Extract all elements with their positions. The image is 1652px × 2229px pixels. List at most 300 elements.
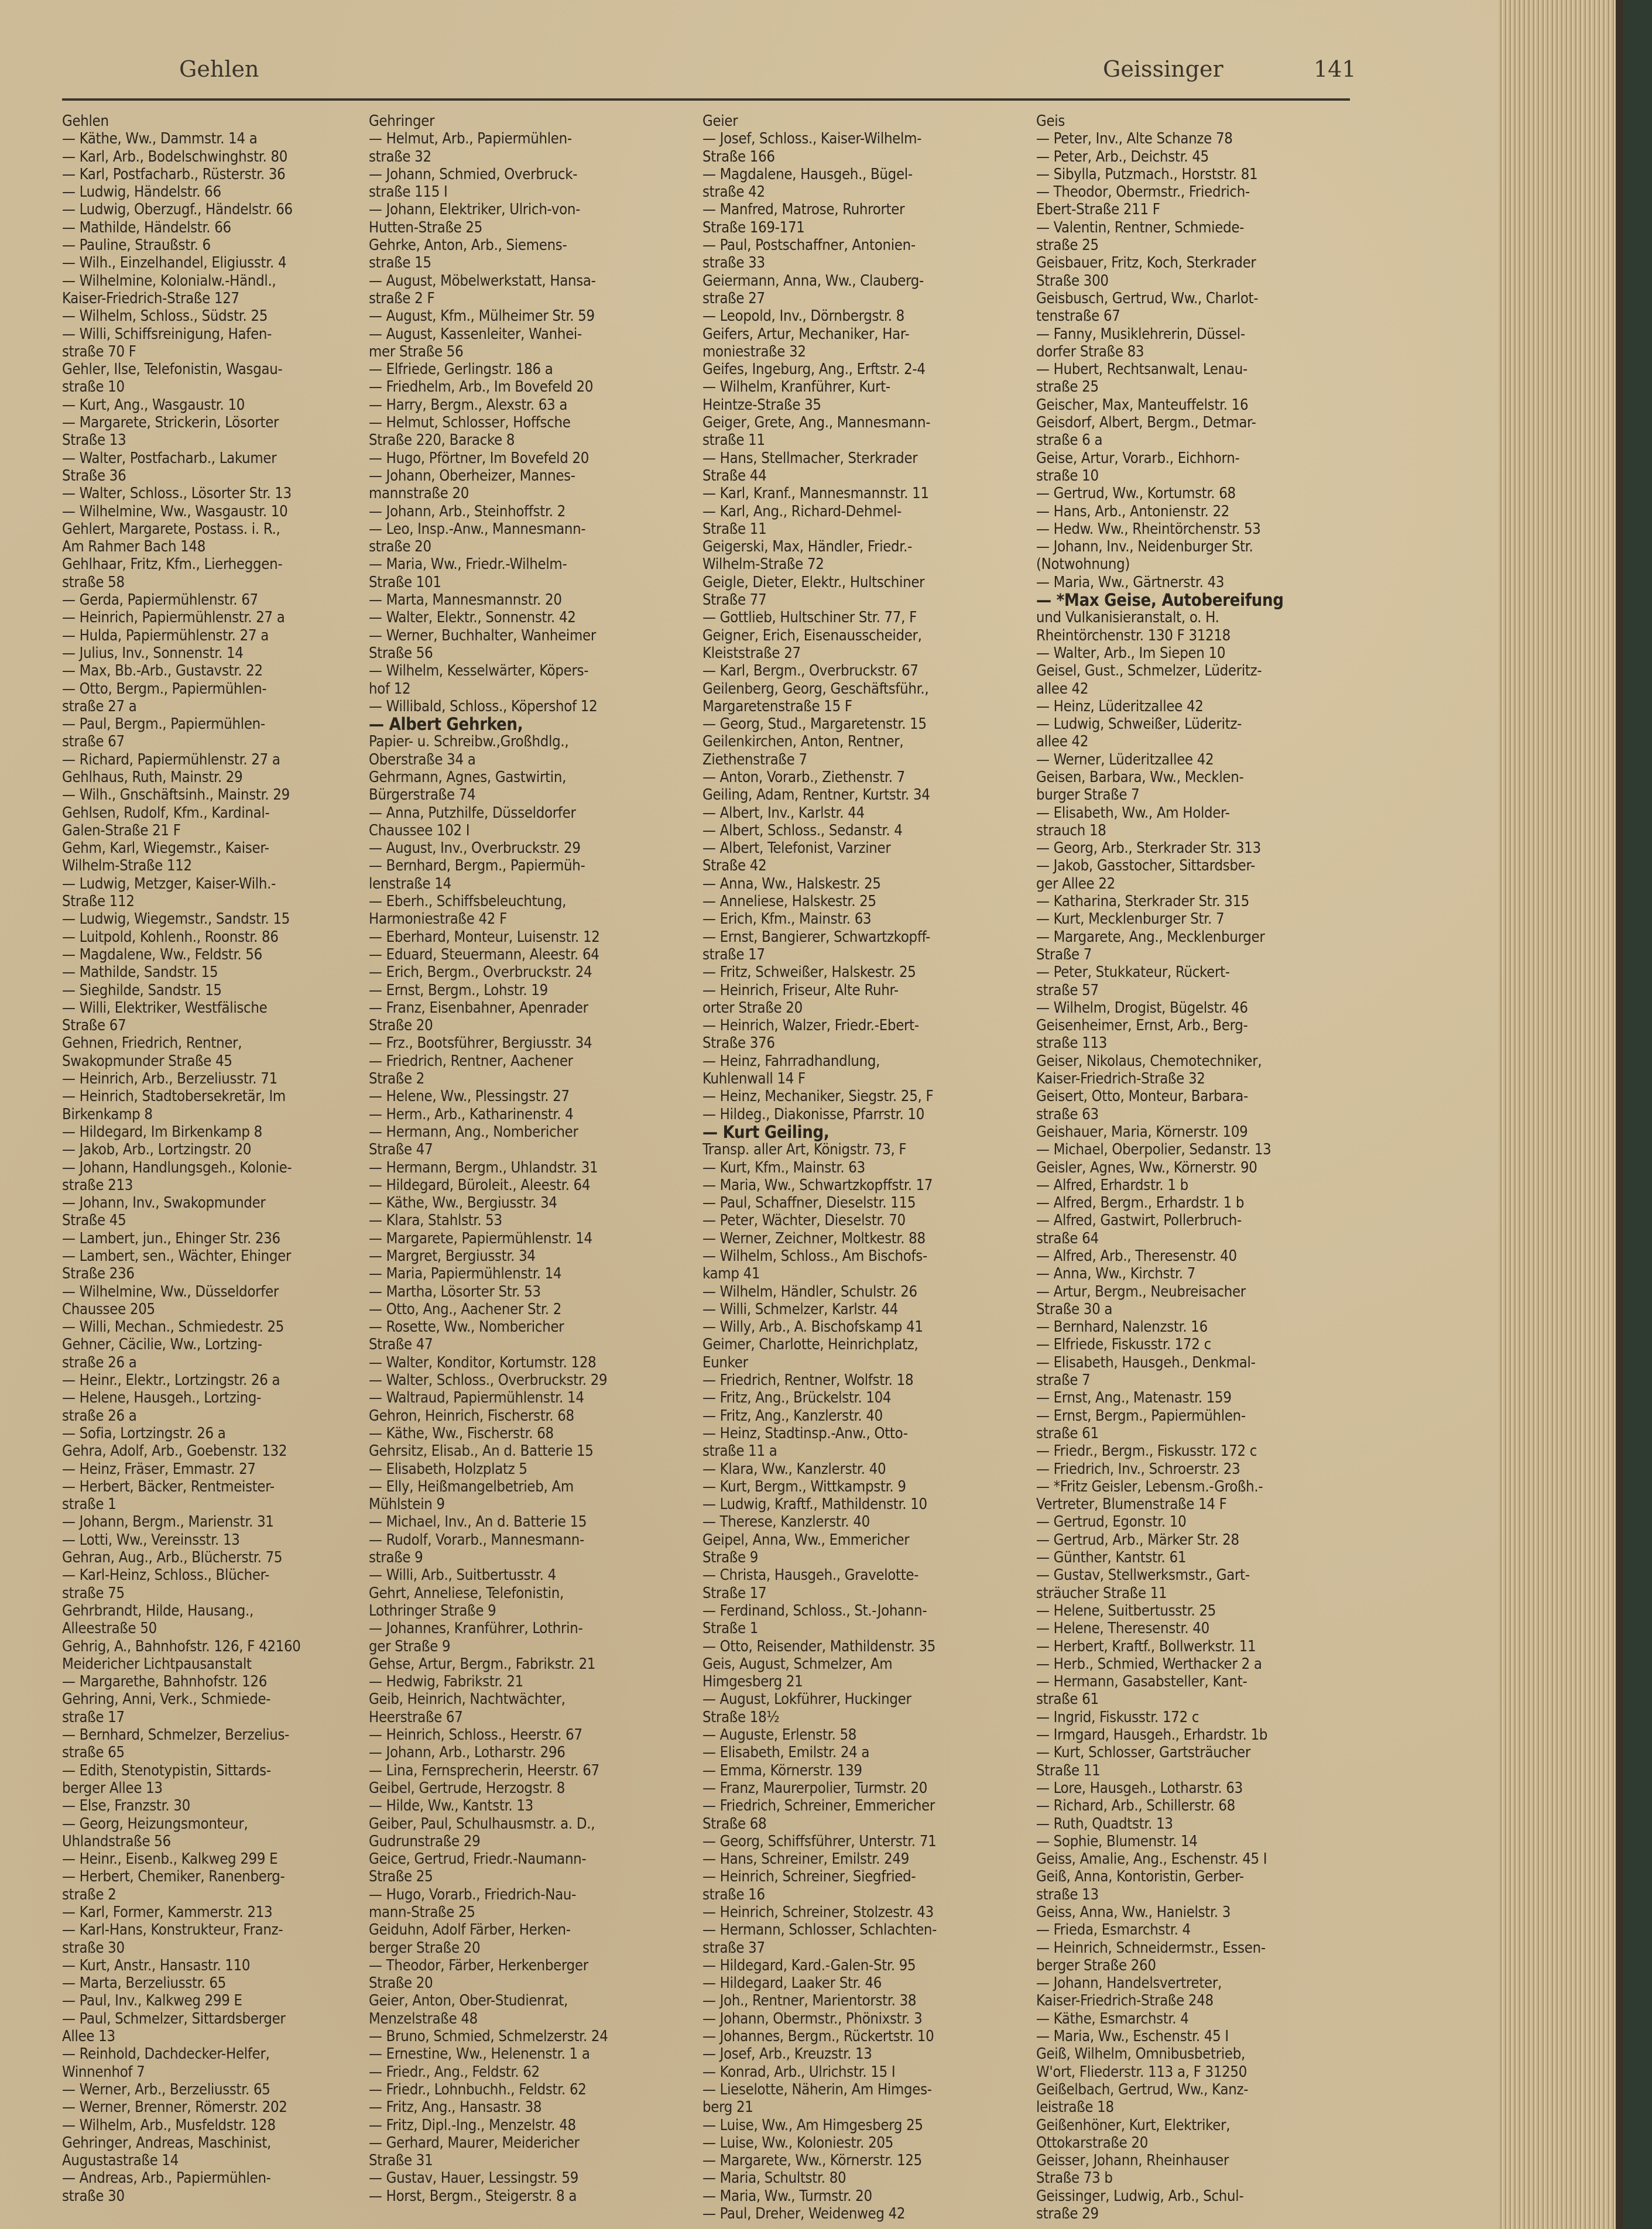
directory-entry-line: Oberstraße 34 a <box>369 750 476 769</box>
directory-entry-line: — Kurt, Mecklenburger Str. 7 <box>1036 910 1225 928</box>
directory-entry-line: — Karl, Postfacharb., Rüsterstr. 36 <box>62 165 286 183</box>
directory-entry-line: — Johann, Inv., Neidenburger Str. <box>1036 538 1253 556</box>
directory-entry-line: Geiser, Nikolaus, Chemotechniker, <box>1036 1052 1262 1070</box>
directory-entry-line: Gehrmann, Agnes, Gastwirtin, <box>369 768 567 786</box>
directory-entry-line: hof 12 <box>369 680 411 698</box>
directory-entry-line: — Ernst, Bangierer, Schwartzkopff- <box>702 928 930 946</box>
directory-entry-line: — Katharina, Sterkrader Str. 315 <box>1036 893 1250 911</box>
directory-entry-line: Kaiser-Friedrich-Straße 248 <box>1036 1992 1214 2010</box>
directory-entry-line: Gehring, Anni, Verk., Schmiede- <box>62 1690 271 1709</box>
directory-entry-line: — Paul, Bergm., Papiermühlen- <box>62 715 265 733</box>
directory-entry-line: Harmoniestraße 42 F <box>369 910 507 928</box>
directory-entry-line: — Bernhard, Schmelzer, Berzelius- <box>62 1726 290 1744</box>
directory-entry-line: Hutten-Straße 25 <box>369 218 483 236</box>
directory-entry-line: — *Max Geise, Autobereifung <box>1036 590 1284 611</box>
directory-entry-line: straße 20 <box>369 538 431 556</box>
directory-entry-line: — Heinz, Lüderitzallee 42 <box>1036 697 1204 715</box>
directory-entry-line: — Pauline, Straußstr. 6 <box>62 236 211 255</box>
directory-entry-line: — Willi, Arb., Suitbertusstr. 4 <box>369 1566 556 1585</box>
directory-entry-line: Straße 2 <box>369 1070 425 1088</box>
directory-entry-line: — Johann, Arb., Steinhoffstr. 2 <box>369 502 566 520</box>
directory-entry-line: — Johann, Arb., Lotharstr. 296 <box>369 1744 565 1762</box>
directory-entry-line: — Emma, Körnerstr. 139 <box>702 1761 862 1779</box>
directory-entry-line: — Luise, Ww., Am Himgesberg 25 <box>702 2116 923 2134</box>
page-number: 141 <box>1314 56 1356 82</box>
directory-entry-line: — Heinrich, Papiermühlenstr. 27 a <box>62 609 285 627</box>
directory-entry-line: Straße 1 <box>702 1620 759 1638</box>
directory-entry-line: Kaiser-Friedrich-Straße 127 <box>62 289 239 307</box>
directory-entry-line: Gehnen, Friedrich, Rentner, <box>62 1034 242 1052</box>
directory-entry-line: Geiduhn, Adolf Färber, Herken- <box>369 1921 571 1939</box>
directory-entry-line: Ottokarstraße 20 <box>1036 2134 1149 2152</box>
directory-entry-line: — Hugo, Pförtner, Im Bovefeld 20 <box>369 449 589 467</box>
directory-entry-line: — Anna, Ww., Kirchstr. 7 <box>1036 1265 1196 1283</box>
directory-entry-line: Geishauer, Maria, Körnerstr. 109 <box>1036 1123 1248 1141</box>
directory-entry-line: Gehlsen, Rudolf, Kfm., Kardinal- <box>62 804 270 822</box>
directory-entry-line: — Richard, Papiermühlenstr. 27 a <box>62 750 280 769</box>
directory-entry-line: Chaussee 102 I <box>369 821 470 839</box>
directory-entry-line: straße 1 <box>62 1496 116 1514</box>
directory-entry-line: — Paul, Postschaffner, Antonien- <box>702 236 916 255</box>
directory-entry-line: — Herbert, Bäcker, Rentmeister- <box>62 1477 275 1496</box>
column-2 <box>369 112 688 2205</box>
directory-entry-line: — Ludwig, Wiegemstr., Sandstr. 15 <box>62 910 290 928</box>
directory-entry-line: straße 10 <box>62 378 125 396</box>
directory-entry-line: — Peter, Arb., Deichstr. 45 <box>1036 148 1209 166</box>
directory-entry-line: — Johann, Schmied, Overbruck- <box>369 165 578 183</box>
directory-entry-line: Chaussee 205 <box>62 1300 155 1318</box>
directory-entry-line: — Julius, Inv., Sonnenstr. 14 <box>62 644 244 662</box>
directory-entry-line: — Karl, Former, Kammerstr. 213 <box>62 1903 273 1921</box>
directory-entry-line: — Alfred, Erhardstr. 1 b <box>1036 1176 1188 1194</box>
directory-entry-line: — Johannes, Bergm., Rückertstr. 10 <box>702 2028 934 2046</box>
directory-entry-line: mann-Straße 25 <box>369 1903 475 1921</box>
directory-entry-line: — Heinrich, Stadtobersekretär, Im <box>62 1088 286 1106</box>
directory-entry-line: Gehm, Karl, Wiegemstr., Kaiser- <box>62 839 269 858</box>
directory-entry-line: — Heinrich, Schreiner, Stolzestr. 43 <box>702 1903 934 1921</box>
directory-entry-line: — Helmut, Schlosser, Hoffsche <box>369 414 571 432</box>
directory-entry-line: Kaiser-Friedrich-Straße 32 <box>1036 1070 1205 1088</box>
directory-entry-line: — Albert, Inv., Karlstr. 44 <box>702 804 865 822</box>
directory-entry-line: — Friedhelm, Arb., Im Bovefeld 20 <box>369 378 594 396</box>
directory-entry-line: — Fanny, Musiklehrerin, Düssel- <box>1036 325 1245 343</box>
directory-entry-line: — Bernhard, Bergm., Papiermüh- <box>369 857 585 875</box>
directory-entry-line: Meidericher Lichtpausanstalt <box>62 1655 252 1673</box>
directory-entry-line: Geissinger, Ludwig, Arb., Schul- <box>1036 2187 1244 2205</box>
directory-entry-line: straße 17 <box>62 1708 125 1726</box>
directory-entry-line: — Helene, Hausgeh., Lortzing- <box>62 1389 262 1407</box>
directory-entry-line: — Horst, Bergm., Steigerstr. 8 a <box>369 2187 577 2205</box>
directory-entry-line: — Lambert, jun., Ehinger Str. 236 <box>62 1229 280 1247</box>
directory-entry-line: Ebert-Straße 211 F <box>1036 201 1160 219</box>
directory-entry-line: Gehrke, Anton, Arb., Siemens- <box>369 236 567 255</box>
directory-entry-line: straße 30 <box>62 2187 125 2205</box>
directory-entry-line: — Willi, Schiffsreinigung, Hafen- <box>62 325 272 343</box>
directory-entry-line: Gehrsitz, Elisab., An d. Batterie 15 <box>369 1442 594 1460</box>
directory-entry-line: Straße 45 <box>62 1212 126 1230</box>
directory-entry-line: leistraße 18 <box>1036 2098 1114 2117</box>
directory-entry-line: — Margarete, Strickerin, Lösorter <box>62 414 279 432</box>
directory-entry-line: — Georg, Arb., Sterkrader Str. 313 <box>1036 839 1261 858</box>
running-head-left: Gehlen <box>179 56 259 82</box>
directory-entry-line: — Ludwig, Händelstr. 66 <box>62 183 221 201</box>
directory-entry-line: — Maria, Ww., Turmstr. 20 <box>702 2187 872 2205</box>
directory-entry-line: Geimer, Charlotte, Heinrichplatz, <box>702 1336 918 1354</box>
directory-entry-line: — Gerda, Papiermühlenstr. 67 <box>62 591 258 609</box>
directory-entry-line: Straße 25 <box>369 1868 433 1886</box>
directory-entry-line: Geiermann, Anna, Ww., Clauberg- <box>702 272 924 290</box>
directory-entry-line: — Heinrich, Schreiner, Siegfried- <box>702 1868 916 1886</box>
directory-entry-line: — Harry, Bergm., Alexstr. 63 a <box>369 396 568 414</box>
directory-entry-line: — Eduard, Steuermann, Aleestr. 64 <box>369 945 599 963</box>
directory-entry-line: — Friedrich, Schreiner, Emmericher <box>702 1797 935 1815</box>
directory-entry-line: Mühlstein 9 <box>369 1496 445 1514</box>
directory-entry-line: straße 17 <box>702 945 765 963</box>
directory-entry-line: — Marta, Mannesmannstr. 20 <box>369 591 562 609</box>
directory-entry-line: — Wilhelmine, Ww., Düsseldorfer <box>62 1282 279 1301</box>
directory-entry-line: Straße 11 <box>702 520 767 538</box>
directory-entry-line: Straße 31 <box>369 2152 433 2170</box>
directory-entry-line: — Elisabeth, Hausgeh., Denkmal- <box>1036 1353 1256 1371</box>
column-1 <box>62 112 381 2205</box>
directory-entry-line: Straße 67 <box>62 1017 126 1035</box>
directory-entry-line: — Rosette, Ww., Nombericher <box>369 1318 564 1336</box>
directory-entry-line: — Walter, Postfacharb., Lakumer <box>62 449 277 467</box>
directory-entry-line: straße 11 <box>702 431 765 450</box>
directory-entry-line: — Gertrud, Arb., Märker Str. 28 <box>1036 1531 1239 1549</box>
directory-entry-line: — Walter, Schloss., Overbruckstr. 29 <box>369 1371 608 1390</box>
directory-entry-line: Ziethenstraße 7 <box>702 750 807 769</box>
directory-entry-line: straße 2 <box>62 1885 116 1904</box>
directory-entry-line: Allee 13 <box>62 2028 115 2046</box>
directory-entry-line: — Michael, Inv., An d. Batterie 15 <box>369 1513 587 1531</box>
directory-entry-line: straße 64 <box>1036 1229 1099 1247</box>
directory-entry-line: — Rudolf, Vorarb., Mannesmann- <box>369 1531 585 1549</box>
directory-entry-line: — Herbert, Kraftf., Bollwerkstr. 11 <box>1036 1637 1256 1655</box>
directory-entry-line: Eunker <box>702 1353 748 1371</box>
directory-entry-line: — Paul, Dreher, Weidenweg 42 <box>702 2205 906 2223</box>
directory-entry-line: — Peter, Inv., Alte Schanze 78 <box>1036 130 1233 148</box>
directory-entry-line: Geiber, Paul, Schulhausmstr. a. D., <box>369 1815 595 1833</box>
directory-entry-line: — Heinrich, Schneidermstr., Essen- <box>1036 1939 1266 1957</box>
directory-entry-line: — Friedr., Lohnbuchh., Feldstr. 62 <box>369 2080 587 2098</box>
directory-entry-line: — Helene, Suitbertusstr. 25 <box>1036 1602 1216 1620</box>
directory-entry-line: Transp. aller Art, Königstr. 73, F <box>702 1141 907 1159</box>
directory-entry-line: Lothringer Straße 9 <box>369 1602 496 1620</box>
directory-entry-line: Geise, Artur, Vorarb., Eichhorn- <box>1036 449 1240 467</box>
directory-entry-line: straße 29 <box>1036 2205 1099 2223</box>
directory-entry-line: — Georg, Stud., Margaretenstr. 15 <box>702 715 927 733</box>
directory-entry-line: — Bernhard, Nalenzstr. 16 <box>1036 1318 1208 1336</box>
directory-entry-line: Straße 44 <box>702 467 767 485</box>
directory-entry-line: — Peter, Stukkateur, Rückert- <box>1036 963 1230 982</box>
directory-entry-line: Geigerski, Max, Händler, Friedr.- <box>702 538 913 556</box>
directory-entry-line: Geisbauer, Fritz, Koch, Sterkrader <box>1036 254 1256 272</box>
directory-entry-line: lenstraße 14 <box>369 875 451 893</box>
directory-entry-line: W'ort, Fliederstr. 113 a, F 31250 <box>1036 2063 1247 2081</box>
directory-entry-line: — Hermann, Ang., Nombericher <box>369 1123 578 1141</box>
directory-entry-line: — Ernst, Bergm., Lohstr. 19 <box>369 981 548 999</box>
directory-entry-line: Geisser, Johann, Rheinhauser <box>1036 2152 1229 2170</box>
directory-entry-line: — Heinr., Eisenb., Kalkweg 299 E <box>62 1850 278 1868</box>
directory-entry-line: — Sophie, Blumenstr. 14 <box>1036 1832 1198 1850</box>
directory-entry-line: — Hildeg., Diakonisse, Pfarrstr. 10 <box>702 1105 925 1123</box>
directory-entry-line: Gehler, Ilse, Telefonistin, Wasgau- <box>62 361 283 379</box>
directory-entry-line: — Artur, Bergm., Neubreisacher <box>1036 1282 1246 1301</box>
directory-entry-line: — Johann, Obermstr., Phönixstr. 3 <box>702 2009 923 2028</box>
directory-entry-line: — Fritz, Ang., Hansastr. 38 <box>369 2098 542 2117</box>
directory-entry-line: — Leopold, Inv., Dörnbergstr. 8 <box>702 307 904 325</box>
directory-entry-line: — Wilhelm, Schloss., Am Bischofs- <box>702 1247 927 1265</box>
directory-entry-line: — Max, Bb.-Arb., Gustavstr. 22 <box>62 662 263 680</box>
directory-entry-line: straße 10 <box>1036 467 1099 485</box>
directory-entry-line: straße 213 <box>62 1176 133 1194</box>
directory-entry-line: — Willi, Schmelzer, Karlstr. 44 <box>702 1300 899 1318</box>
directory-entry-line: — Käthe, Esmarchstr. 4 <box>1036 2009 1189 2028</box>
directory-entry-line: — Therese, Kanzlerstr. 40 <box>702 1513 870 1531</box>
directory-entry-line: straße 63 <box>1036 1105 1099 1123</box>
directory-entry-line: — Karl, Kranf., Mannesmannstr. 11 <box>702 485 929 503</box>
directory-entry-line: — Joh., Rentner, Marientorstr. 38 <box>702 1992 917 2010</box>
directory-entry-line: — Kurt, Anstr., Hansastr. 110 <box>62 1956 251 1974</box>
directory-entry-line: — Elisabeth, Emilstr. 24 a <box>702 1744 870 1762</box>
directory-entry-line: straße 6 a <box>1036 431 1103 450</box>
directory-entry-line: straße 75 <box>62 1584 125 1602</box>
directory-entry-line: — Walter, Arb., Im Siepen 10 <box>1036 644 1226 662</box>
directory-entry-line: allee 42 <box>1036 680 1089 698</box>
directory-entry-line: Papier- u. Schreibw.,Großhdlg., <box>369 733 569 751</box>
directory-entry-line: — Sibylla, Putzmach., Horststr. 81 <box>1036 165 1258 183</box>
directory-entry-line: Gehringer, Andreas, Maschinist, <box>62 2134 272 2152</box>
directory-entry-line: — Willy, Arb., A. Bischofskamp 41 <box>702 1318 923 1336</box>
directory-entry-line: Geisler, Agnes, Ww., Körnerstr. 90 <box>1036 1158 1257 1177</box>
directory-entry-line: Am Rahmer Bach 148 <box>62 538 206 556</box>
directory-entry-line: — Johannes, Kranführer, Lothrin- <box>369 1620 583 1638</box>
directory-entry-line: — Anton, Vorarb., Ziethenstr. 7 <box>702 768 905 786</box>
directory-entry-line: — Herb., Schmied, Werthacker 2 a <box>1036 1655 1262 1673</box>
directory-entry-line: — Reinhold, Dachdecker-Helfer, <box>62 2045 270 2063</box>
directory-entry-line: straße 16 <box>702 1885 765 1904</box>
directory-entry-line: Straße 112 <box>62 893 135 911</box>
directory-entry-line: allee 42 <box>1036 733 1089 751</box>
directory-entry-line: Straße 73 b <box>1036 2169 1113 2187</box>
directory-entry-line: — Hans, Schreiner, Emilstr. 249 <box>702 1850 910 1868</box>
directory-entry-line: — Kurt, Ang., Wasgaustr. 10 <box>62 396 245 414</box>
directory-entry-line: Swakopmunder Straße 45 <box>62 1052 232 1070</box>
directory-entry-line: — Theodor, Obermstr., Friedrich- <box>1036 183 1250 201</box>
directory-entry-line: — Willi, Mechan., Schmiedestr. 25 <box>62 1318 285 1336</box>
directory-entry-line: — Eberh., Schiffsbeleuchtung, <box>369 893 567 911</box>
directory-entry-line: — Valentin, Rentner, Schmiede- <box>1036 218 1245 236</box>
directory-entry-line: — Franz, Maurerpolier, Turmstr. 20 <box>702 1779 928 1797</box>
directory-entry-line: — Elisabeth, Ww., Am Holder- <box>1036 804 1230 822</box>
directory-entry-line: — Ferdinand, Schloss., St.-Johann- <box>702 1602 927 1620</box>
directory-entry-line: — Otto, Bergm., Papiermühlen- <box>62 680 267 698</box>
directory-entry-line: Geiss, Anna, Ww., Hanielstr. 3 <box>1036 1903 1231 1921</box>
directory-entry-line: — Johann, Oberheizer, Mannes- <box>369 467 575 485</box>
directory-entry-line: straße 61 <box>1036 1424 1099 1442</box>
directory-entry-line: — Richard, Arb., Schillerstr. 68 <box>1036 1797 1235 1815</box>
directory-entry-line: — Paul, Schmelzer, Sittardsberger <box>62 2009 286 2028</box>
directory-entry-line: (Notwohnung) <box>1036 555 1130 574</box>
directory-entry-line: — Margret, Bergiusstr. 34 <box>369 1247 536 1265</box>
directory-entry-line: — Margarete, Ang., Mecklenburger <box>1036 928 1265 946</box>
directory-entry-line: — Luitpold, Kohlenh., Roonstr. 86 <box>62 928 279 946</box>
directory-entry-line: — Lieselotte, Näherin, Am Himges- <box>702 2080 932 2098</box>
directory-entry-line: — Wilhelm, Händler, Schulstr. 26 <box>702 1282 917 1301</box>
directory-entry-line: Straße 166 <box>702 148 775 166</box>
directory-entry-line: — Bruno, Schmied, Schmelzerstr. 24 <box>369 2028 608 2046</box>
directory-entry-line: — Paul, Schaffner, Dieselstr. 115 <box>702 1194 916 1212</box>
directory-entry-line: — Karl-Hans, Konstrukteur, Franz- <box>62 1921 283 1939</box>
directory-entry-line: — Karl, Ang., Richard-Dehmel- <box>702 502 902 520</box>
directory-entry-line: — Margarete, Ww., Körnerstr. 125 <box>702 2152 922 2170</box>
directory-entry-line: — Käthe, Ww., Fischerstr. 68 <box>369 1424 554 1442</box>
directory-entry-line: — Hedw. Ww., Rheintörchenstr. 53 <box>1036 520 1261 538</box>
directory-entry-line: Straße 30 a <box>1036 1300 1113 1318</box>
directory-entry-line: Straße 20 <box>369 1017 433 1035</box>
directory-entry-line: — Albert, Telefonist, Varziner <box>702 839 891 858</box>
directory-entry-line: — Hugo, Vorarb., Friedrich-Nau- <box>369 1885 577 1904</box>
directory-entry-line: Straße 20 <box>369 1974 433 1993</box>
directory-entry-line: straße 70 F <box>62 342 136 361</box>
directory-entry-line: — Willibald, Schloss., Köpershof 12 <box>369 697 598 715</box>
directory-entry-line: — Kurt, Bergm., Wittkampstr. 9 <box>702 1477 906 1496</box>
directory-entry-line: Galen-Straße 21 F <box>62 821 181 839</box>
directory-entry-line: straße 27 <box>702 289 765 307</box>
directory-entry-line: dorfer Straße 83 <box>1036 342 1144 361</box>
directory-entry-line: straße 25 <box>1036 378 1099 396</box>
directory-entry-line: — Josef, Schloss., Kaiser-Wilhelm- <box>702 130 922 148</box>
directory-entry-line: Straße 13 <box>62 431 126 450</box>
directory-entry-line: — Wilh., Einzelhandel, Eligiusstr. 4 <box>62 254 287 272</box>
directory-entry-line: Gehra, Adolf, Arb., Goebenstr. 132 <box>62 1442 287 1460</box>
directory-entry-line: — Eberhard, Monteur, Luisenstr. 12 <box>369 928 600 946</box>
directory-entry-line: — Johann, Inv., Swakopmunder <box>62 1194 266 1212</box>
directory-entry-line: — Gustav, Stellwerksmstr., Gart- <box>1036 1566 1250 1585</box>
directory-entry-line: — *Fritz Geisler, Lebensm.-Großh.- <box>1036 1477 1263 1496</box>
directory-entry-line: — Peter, Wächter, Dieselstr. 70 <box>702 1212 906 1230</box>
directory-entry-line: — Lambert, sen., Wächter, Ehinger <box>62 1247 292 1265</box>
directory-entry-line: — Frieda, Esmarchstr. 4 <box>1036 1921 1191 1939</box>
directory-entry-line: — Werner, Brenner, Römerstr. 202 <box>62 2098 287 2117</box>
directory-entry-line: Gehlert, Margarete, Postass. i. R., <box>62 520 280 538</box>
directory-entry-line: Geisert, Otto, Monteur, Barbara- <box>1036 1088 1248 1106</box>
directory-entry-line: Geißelbach, Gertrud, Ww., Kanz- <box>1036 2080 1249 2098</box>
directory-entry-line: Geifes, Ingeburg, Ang., Erftstr. 2-4 <box>702 361 926 379</box>
directory-entry-line: Straße 56 <box>369 644 433 662</box>
directory-entry-line: — Ernst, Bergm., Papiermühlen- <box>1036 1407 1246 1425</box>
directory-entry-line: — Ernst, Ang., Matenastr. 159 <box>1036 1389 1232 1407</box>
directory-entry-line: Straße 9 <box>702 1549 759 1567</box>
directory-entry-line: — Wilhelmine, Ww., Wasgaustr. 10 <box>62 502 288 520</box>
directory-entry-line: straße 42 <box>702 183 765 201</box>
directory-entry-line: — Mathilde, Sandstr. 15 <box>62 963 218 982</box>
directory-entry-line: Augustastraße 14 <box>62 2152 179 2170</box>
directory-entry-line: — Anna, Putzhilfe, Düsseldorfer <box>369 804 576 822</box>
directory-entry-line: — Elfriede, Gerlingstr. 186 a <box>369 361 553 379</box>
directory-entry-line: — Hildegard, Kard.-Galen-Str. 95 <box>702 1956 916 1974</box>
directory-entry-line: — Jakob, Arb., Lortzingstr. 20 <box>62 1141 252 1159</box>
directory-entry-line: — Josef, Arb., Kreuzstr. 13 <box>702 2045 872 2063</box>
directory-entry-line: — Margarethe, Bahnhofstr. 126 <box>62 1673 268 1691</box>
directory-entry-line: Geib, Heinrich, Nachtwächter, <box>369 1690 565 1709</box>
directory-entry-line: mannstraße 20 <box>369 485 469 503</box>
directory-entry-line: Straße 11 <box>1036 1761 1101 1779</box>
directory-entry-line: — Lina, Fernsprecherin, Heerstr. 67 <box>369 1761 599 1779</box>
directory-entry-line: — Michael, Oberpolier, Sedanstr. 13 <box>1036 1141 1271 1159</box>
directory-entry-line: — Maria, Ww., Eschenstr. 45 I <box>1036 2028 1229 2046</box>
directory-entry-line: Geisdorf, Albert, Bergm., Detmar- <box>1036 414 1256 432</box>
directory-entry-line: straße 26 a <box>62 1353 137 1371</box>
directory-entry-line: — Hubert, Rechtsanwalt, Lenau- <box>1036 361 1247 379</box>
directory-entry-line: — Walter, Konditor, Kortumstr. 128 <box>369 1353 597 1371</box>
directory-entry-line: Gehrt, Anneliese, Telefonistin, <box>369 1584 564 1602</box>
directory-entry-line: Winnenhof 7 <box>62 2063 145 2081</box>
directory-entry-line: — Karl-Heinz, Schloss., Blücher- <box>62 1566 270 1585</box>
directory-entry-line: Geilenkirchen, Anton, Rentner, <box>702 733 904 751</box>
directory-entry-line: — Hildegard, Büroleit., Aleestr. 64 <box>369 1176 591 1194</box>
directory-entry-line: — Maria, Ww., Gärtnerstr. 43 <box>1036 573 1225 591</box>
directory-entry-line: — Friedr., Bergm., Fiskusstr. 172 c <box>1036 1442 1257 1460</box>
directory-entry-line: — Wilhelm, Arb., Musfeldstr. 128 <box>62 2116 276 2134</box>
directory-entry-line: — Heinrich, Arb., Berzeliusstr. 71 <box>62 1070 277 1088</box>
directory-entry-line: — Alfred, Gastwirt, Pollerbruch- <box>1036 1212 1242 1230</box>
directory-entry-line: Straße 7 <box>1036 945 1092 963</box>
directory-entry-line: — Helmut, Arb., Papiermühlen- <box>369 130 572 148</box>
directory-entry-line: straße 33 <box>702 254 765 272</box>
directory-entry-line: — Hildegard, Laaker Str. 46 <box>702 1974 882 1993</box>
directory-entry-line: Wilhelm-Straße 72 <box>702 555 824 574</box>
directory-entry-line: — Christa, Hausgeh., Gravelotte- <box>702 1566 919 1585</box>
directory-entry-line: — Friedrich, Inv., Schroerstr. 23 <box>1036 1460 1240 1478</box>
directory-entry-line: — Heinz, Stadtinsp.-Anw., Otto- <box>702 1424 908 1442</box>
directory-entry-line: — Herm., Arb., Katharinenstr. 4 <box>369 1105 574 1123</box>
directory-entry-line: — Magdalene, Hausgeh., Bügel- <box>702 165 913 183</box>
directory-entry-line: Gehron, Heinrich, Fischerstr. 68 <box>369 1407 574 1425</box>
directory-entry-line: — Hermann, Bergm., Uhlandstr. 31 <box>369 1158 598 1177</box>
directory-entry-line: — Martha, Lösorter Str. 53 <box>369 1282 541 1301</box>
directory-entry-line: — Hildegard, Im Birkenkamp 8 <box>62 1123 262 1141</box>
page-edges <box>1499 0 1623 2229</box>
directory-entry-line: — Mathilde, Händelstr. 66 <box>62 218 231 236</box>
directory-entry-line: — Alfred, Bergm., Erhardstr. 1 b <box>1036 1194 1245 1212</box>
directory-entry-line: Straße 376 <box>702 1034 775 1052</box>
directory-entry-line: — Georg, Schiffsführer, Unterstr. 71 <box>702 1832 937 1850</box>
directory-entry-line: — Heinrich, Schloss., Heerstr. 67 <box>369 1726 582 1744</box>
directory-entry-line: straße 58 <box>62 573 125 591</box>
directory-entry-line: Gehlhaus, Ruth, Mainstr. 29 <box>62 768 243 786</box>
directory-entry-line: moniestraße 32 <box>702 342 806 361</box>
directory-entry-line: — Helene, Theresenstr. 40 <box>1036 1620 1209 1638</box>
directory-entry-line: Heerstraße 67 <box>369 1708 463 1726</box>
directory-entry-line: — Albert Gehrken, <box>369 714 523 735</box>
header-rule <box>62 98 1350 101</box>
directory-entry-line: — Heinr., Elektr., Lortzingstr. 26 a <box>62 1371 280 1390</box>
directory-entry-line: Gehlhaar, Fritz, Kfm., Lierheggen- <box>62 555 283 574</box>
directory-entry-line: — Fritz, Ang., Brückelstr. 104 <box>702 1389 892 1407</box>
directory-entry-line: Vertreter, Blumenstraße 14 F <box>1036 1496 1227 1514</box>
directory-entry-line: — Kurt, Schlosser, Gartsträucher <box>1036 1744 1251 1762</box>
directory-entry-line: Geiß, Anna, Kontoristin, Gerber- <box>1036 1868 1244 1886</box>
directory-entry-line: Gehrig, A., Bahnhofstr. 126, F 42160 <box>62 1637 301 1655</box>
directory-entry-line: — Maria, Ww., Schwartzkopffstr. 17 <box>702 1176 933 1194</box>
directory-entry-line: burger Straße 7 <box>1036 786 1140 804</box>
directory-entry-line: — Erich, Kfm., Mainstr. 63 <box>702 910 872 928</box>
directory-entry-line: straße 11 a <box>702 1442 777 1460</box>
directory-entry-line: — August, Inv., Overbruckstr. 29 <box>369 839 581 858</box>
column-3 <box>702 112 1022 2223</box>
